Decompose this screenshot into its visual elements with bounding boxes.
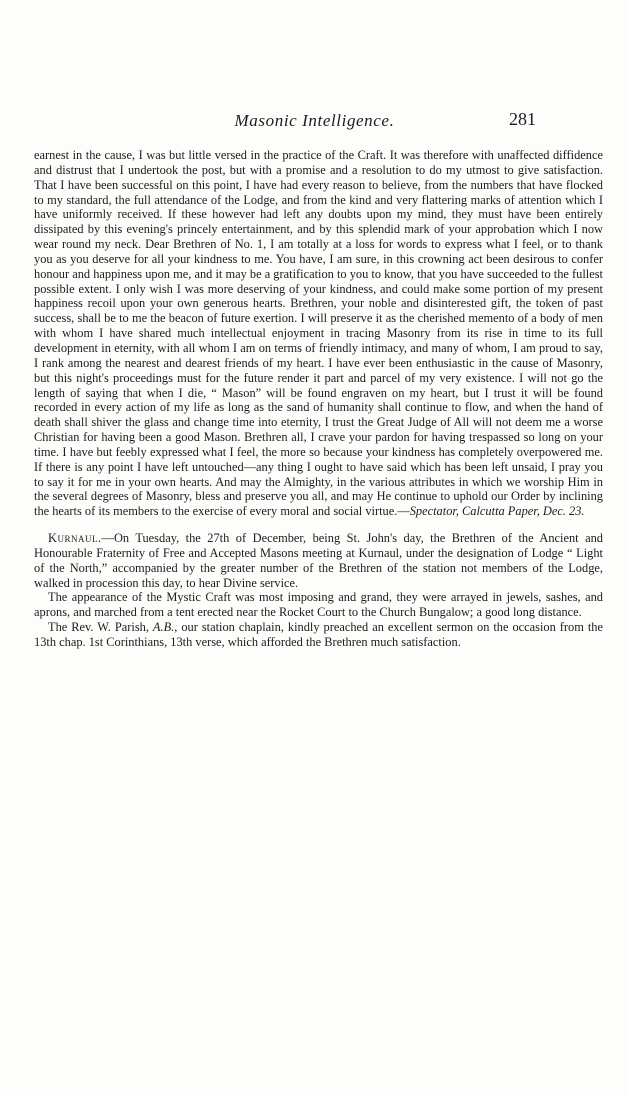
running-title: Masonic Intelligence. (234, 111, 395, 130)
page-number: 281 (509, 109, 536, 129)
kurnaul-text: —On Tuesday, the 27th of December, being St. John's day, the Brethren of the Ancient and Honourable Fraternity of Free and Accepted Masons meeting at Kurnaul, under the designation of Lodge “ Light of the North,” accompanied by the greater number of the Brethren of the station not members of the Lodge, walked in procession this day, to hear Divine service. (34, 531, 603, 590)
procession-text: The appearance of the Mystic Craft was most imposing and grand, they were arrayed in jewels, sashes, and aprons, and marched from a tent erected near the Rocket Court to the Church Bungalow; a good long distance. (34, 590, 603, 620)
chaplain-degree: A.B. (152, 620, 175, 635)
source-citation: Spectator, Calcutta Paper, Dec. 23. (409, 504, 585, 519)
body-text (34, 148, 603, 650)
kurnaul-paragraph (34, 531, 603, 590)
speech-text: earnest in the cause, I was but little versed in the practice of the Craft. It was therefore with unaffected diffidence and distrust that I undertook the post, but with a promise and a resolution to do my utmost to give satisfaction. That I have been successful on this point, I have had every reason to believe, from the numbers that have flocked to my standard, the full attendance of the Lodge, and from the kind and very flattering marks of attention which I have uniformly received. If these however had left any doubts upon my mind, they must have been entirely dissipated by this evening's princely entertainment, and by this splendid mark of your approbation which I now wear round my neck. Dear Brethren of No. 1, I am totally at a loss for words to express what I feel, or to thank you as you deserve for all your kindness to me. You have, I am sure, in this crowning act been desirous to confer honour and happiness upon me, and it may be a gratification to you to know, that you have succeeded to the fullest possible extent. I only wish I was more deserving of your kindness, and could make some portion of my present happiness recoil upon your own generous hearts. Brethren, your noble and disinterested gift, the token of past success, shall be to me the beacon of future exertion. I will preserve it as the cherished memento of a body of men with whom I have shared much intellectual enjoyment in tracing Masonry from its rise in time to its full development in eternity, with all whom I am on terms of friendly intimacy, and many of whom, I am proud to say, I rank among the nearest and dearest friends of my heart. I have ever been enthusiastic in the cause of Masonry, but this night's proceedings must for the future render it part and parcel of my very existence. I will not go the length of saying that when I die, “ Mason” will be found engraven on my heart, but I trust it will be found recorded in every action of my life as long as the sand of humanity shall continue to flow, and when the hand of death shall shiver the glass and change time into eternity, I trust the Great Judge of All will not deem me a worse Christian for having been a good Mason. Brethren all, I crave your pardon for having trespassed so long on your time. I have but feebly expressed what I feel, the more so because your kindness has completely overpowered me. If there is any point I have left untouched—any thing I ought to have said which has been left unsaid, I pray you to say it for me in your own hearts. And may the Almighty, in the various attributes in which we worship Him in the several degrees of Masonry, bless and preserve you all, and may He continue to uphold our Order by inclining the hearts of its members to the exercise of every moral and social virtue.— (34, 148, 603, 519)
procession-paragraph (34, 590, 603, 620)
sermon-paragraph (34, 620, 603, 650)
sermon-text-end: , our station chaplain, kindly preached an excellent sermon on the occasion from the 13th chap. 1st Corinthians, 13th verse, which afforded the Brethren much satisfaction. (34, 620, 603, 649)
dateline-place: Kurnaul. (48, 531, 102, 546)
page-header (0, 111, 629, 135)
sermon-text-start: The Rev. W. Parish, (48, 620, 153, 635)
article-speech-paragraph (34, 148, 603, 519)
